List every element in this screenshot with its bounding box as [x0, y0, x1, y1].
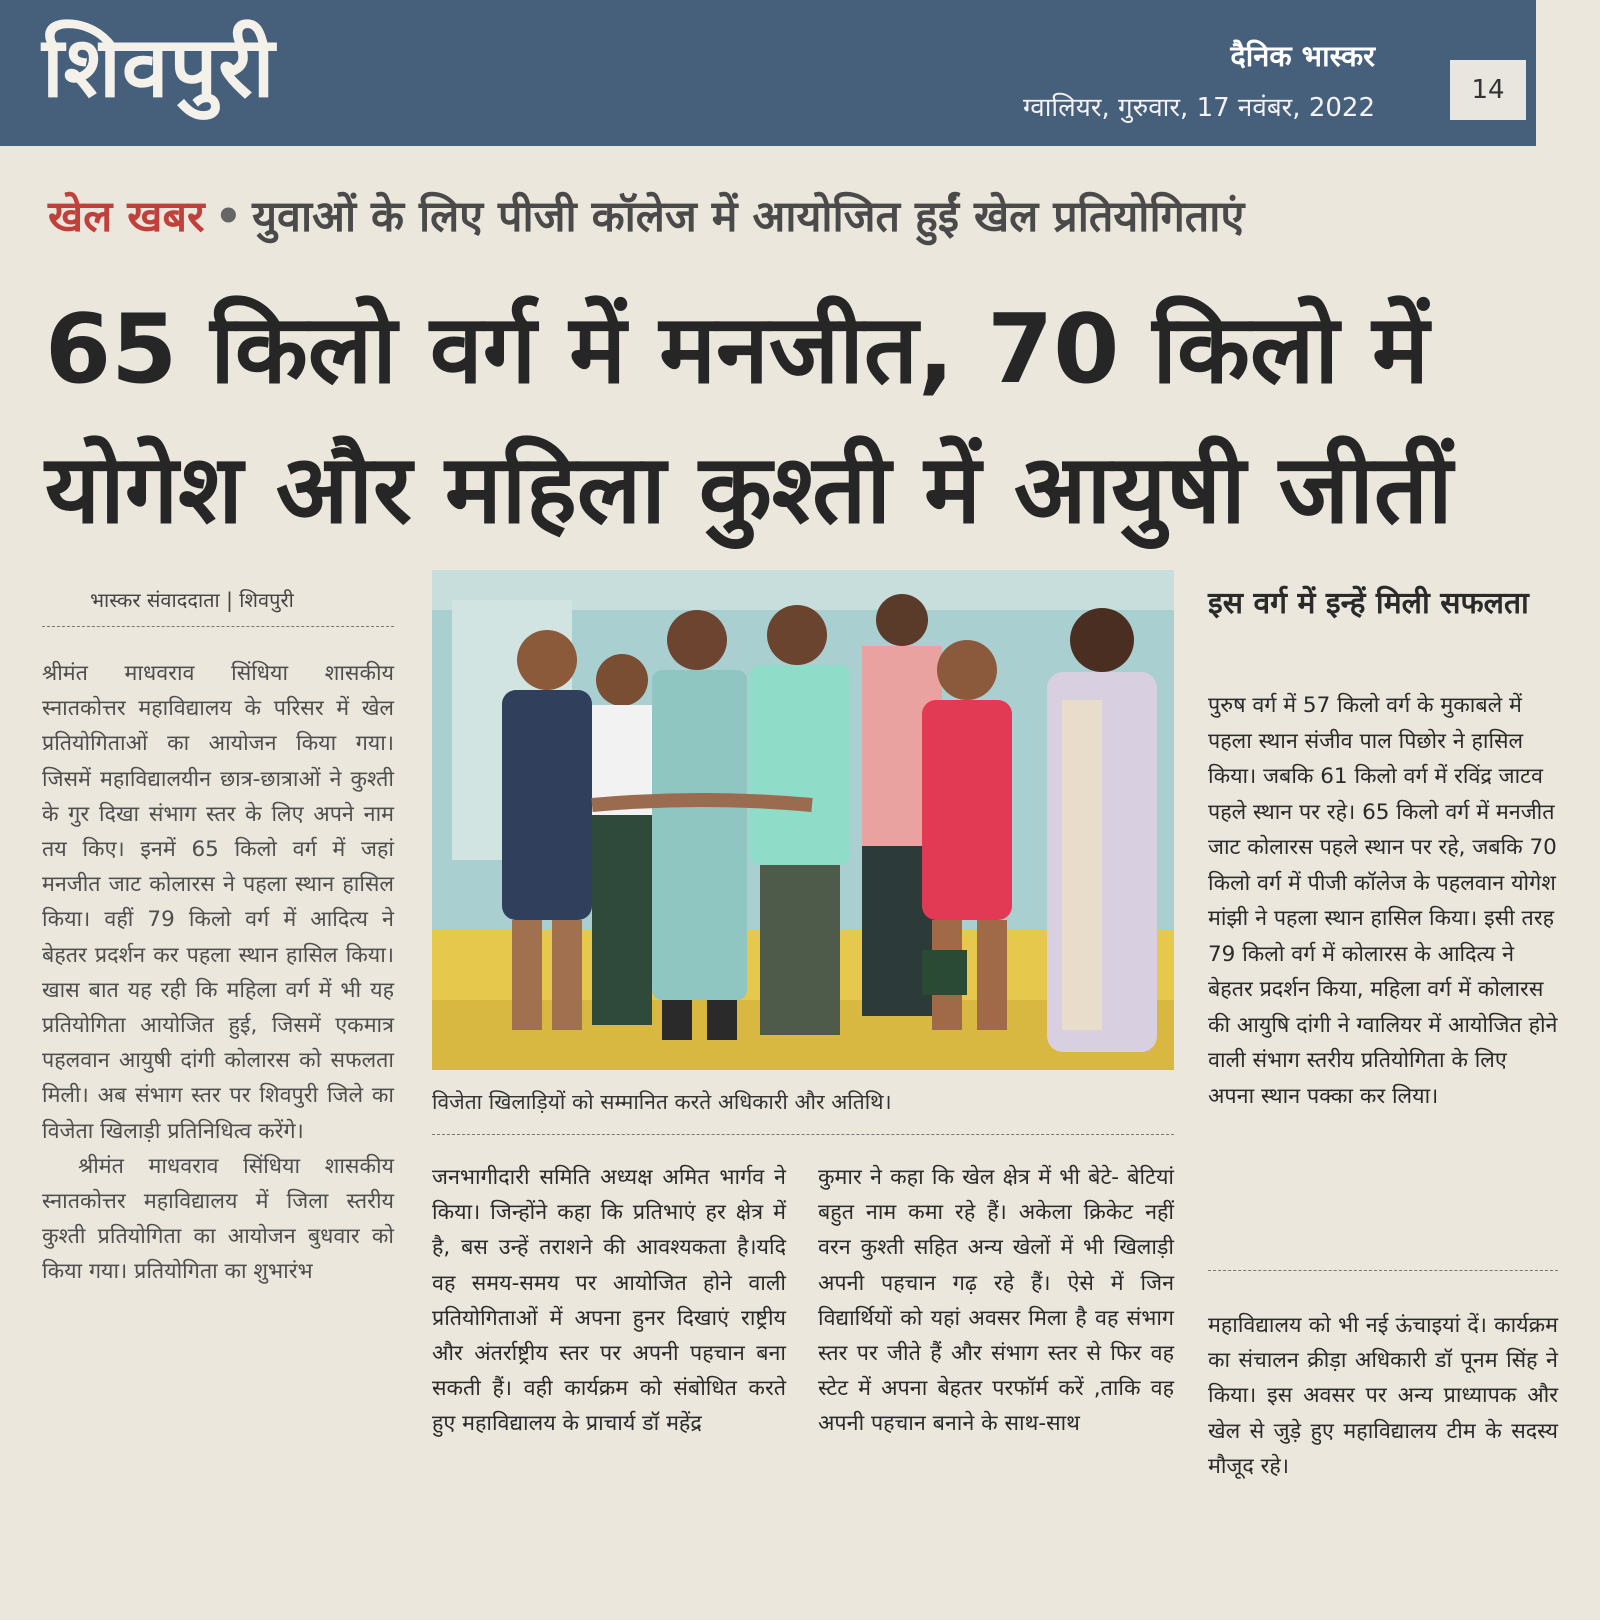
article-photo: [432, 570, 1174, 1070]
sidebar-body: पुरुष वर्ग में 57 किलो वर्ग के मुकाबले में पहला स्थान संजीव पाल पिछोर ने हासिल किया। जबकि 61 किलो वर्ग में रविंद्र जाटव पहले स्थान पर रहे। 65 किलो वर्ग में मनजीत जाट कोलारस पहले स्थान पर रहे, जबकि 70 किलो वर्ग में पीजी कॉलेज के पहलवान योगेश मांझी ने पहला स्थान हासिल किया। इसी तरह 79 किलो वर्ग में कोलारस के आदित्य ने बेहतर प्रदर्शन किया, महिला वर्ग में कोलारस की आयुषि दांगी ने ग्वालियर में आयोजित होने वाली संभाग स्तरीय प्रतियोगिता के लिए अपना स्थान पक्का कर लिया।: [1208, 693, 1558, 1109]
headline: 65 किलो वर्ग में मनजीत, 70 किलो में योगेश और महिला कुश्ती में आयुषी जीतीं: [45, 295, 1453, 545]
article-column-middle-1: [432, 1160, 786, 1442]
dateline: ग्वालियर, गुरुवार, 17 नवंबर, 2022: [1022, 93, 1375, 123]
byline-rule: [42, 626, 394, 627]
section-title: शिवपुरी: [42, 18, 276, 116]
article-paragraph: जनभागीदारी समिति अध्यक्ष अमित भार्गव ने किया। जिन्होंने कहा कि प्रतिभाएं हर क्षेत्र में है, बस उन्हें तराशने की आवश्यकता है।यदि वह समय-समय पर आयोजित होने वाली प्रतियोगिताओं में अपना हुनर दिखाएं राष्ट्रीय और अंतर्राष्ट्रीय स्तर पर अपनी पहचान बना सकती हैं। वही कार्यक्रम को संबोधित करते हुए महाविद्यालय के प्राचार्य डॉ महेंद्र: [432, 1165, 786, 1437]
bullet-icon: •: [214, 192, 243, 242]
strap-text: युवाओं के लिए पीजी कॉलेज में आयोजित हुईं खेल प्रतियोगिताएं: [252, 192, 1245, 242]
sidebar-rule: [1208, 1270, 1558, 1271]
caption-rule: [432, 1134, 1174, 1135]
article-paragraph: कुमार ने कहा कि खेल क्षेत्र में भी बेटे- बेटियां बहुत नाम कमा रहे हैं। अकेला क्रिकेट नहीं वरन कुश्ती सहित अन्य खेलों में भी खिलाड़ी अपनी पहचान गढ़ रहे हैं। ऐसे में जिन विद्यार्थियों को यहां अवसर मिला है वह संभाग स्तर पर जीते हैं और संभाग स्तर से फिर वह स्टेट में अपना बेहतर परफॉर्म करें ,ताकि वह अपनी पहचान बनाने के साथ-साथ: [818, 1165, 1174, 1437]
article-paragraph: श्रीमंत माधवराव सिंधिया शासकीय स्नातकोत्तर महाविद्यालय के परिसर में खेल प्रतियोगिताओं का आयोजन किया गया। जिसमें महाविद्यालयीन छात्र-छात्राओं ने कुश्ती के गुर दिखा संभाग स्तर के लिए अपने नाम तय किए। इनमें 65 किलो वर्ग में जहां मनजीत जाट कोलारस ने पहला स्थान हासिल किया। वहीं 79 किलो वर्ग में आदित्य ने बेहतर प्रदर्शन कर पहला स्थान हासिल किया। खास बात यह रही कि महिला वर्ग में भी यह प्रतियोगिता आयोजित हुई, जिसमें एकमात्र पहलवान आयुषी दांगी कोलारस को सफलता मिली। अब संभाग स्तर पर शिवपुरी जिले का विजेता खिलाड़ी प्रतिनिधित्व करेंगे।: [42, 661, 394, 1144]
sidebar-title: इस वर्ग में इन्हें मिली सफलता: [1208, 586, 1529, 621]
article-column-right: [1208, 1308, 1558, 1484]
byline: भास्कर संवाददाता | शिवपुरी: [90, 588, 294, 612]
article-paragraph: श्रीमंत माधवराव सिंधिया शासकीय स्नातकोत्तर महाविद्यालय में जिला स्तरीय कुश्ती प्रतियोगिता का आयोजन बुधवार को किया गया। प्रतियोगिता का शुभारंभ: [42, 1153, 394, 1285]
article-column-middle-2: [818, 1160, 1174, 1442]
article-column-left: [42, 656, 394, 1290]
article-paragraph: महाविद्यालय को भी नई ऊंचाइयां दें। कार्यक्रम का संचालन क्रीड़ा अधिकारी डॉ पूनम सिंह ने किया। इस अवसर पर अन्य प्राध्यापक और खेल से जुड़े हुए महाविद्यालय टीम के सदस्य मौजूद रहे।: [1208, 1313, 1558, 1479]
page-number: 14: [1450, 60, 1526, 120]
newspaper-name: दैनिक भास्कर: [1230, 39, 1375, 73]
strap-line: [48, 185, 1244, 244]
photo-caption: विजेता खिलाड़ियों को सम्मानित करते अधिकारी और अतिथि।: [432, 1090, 892, 1114]
wrestlers-photo-illustration: [432, 570, 1174, 1070]
kicker-label: खेल खबर: [48, 192, 205, 242]
